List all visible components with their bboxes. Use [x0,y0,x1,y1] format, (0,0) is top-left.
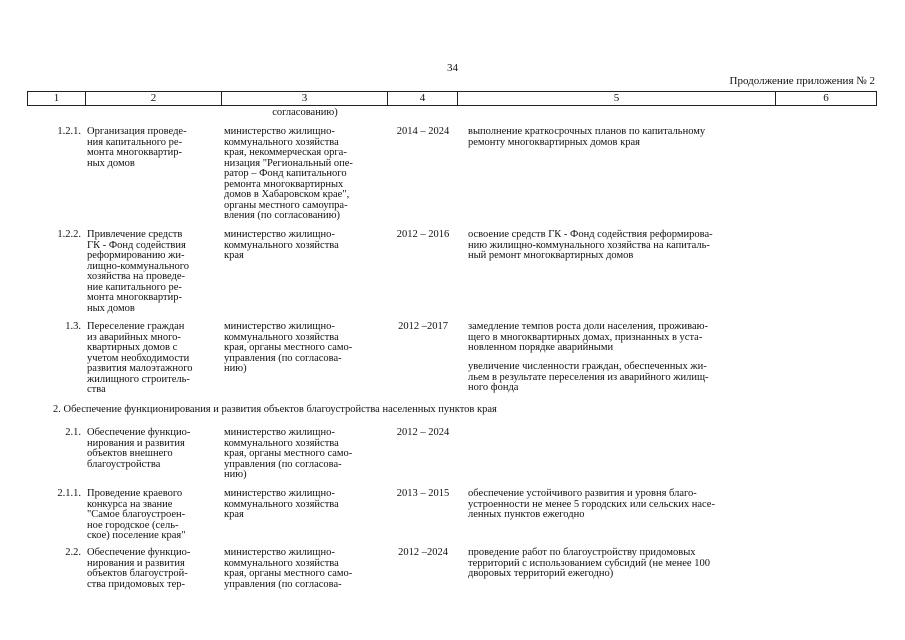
row-period: 2014 – 2024 [396,126,450,137]
row-result: замедление темпов роста доли населения, проживаю- щего в многоквартирных домах, признанных в уста- новленном порядке аварийными [468,321,708,353]
row-number: 1.3. [65,321,81,332]
row-responsible: министерство жилищно- коммунального хозяйства края [224,488,339,520]
row-name: Проведение краевого конкурса на звание "Самое благоустроен- ное городское (сель- ское) поселение края" [87,488,186,541]
row-result: обеспечение устойчивого развития и уровня благо- устроенности не менее 5 городских или сельских насе- ленных пунктов ежегодно [468,488,715,520]
row-name: Переселение граждан из аварийных много- квартирных домов с учетом необходимости развития малоэтажного жилищного строитель- ства [87,321,193,395]
row-number: 2.1.1. [57,488,81,499]
row-name: Обеспечение функцио- нирования и развития объектов внешнего благоустройства [87,427,191,470]
col-header-1: 1 [28,92,86,105]
table-header [27,91,877,106]
row-name: Обеспечение функцио- нирования и развития объектов благоустрой- ства придомовых тер- [87,547,191,590]
section-heading: 2. Обеспечение функционирования и развития объектов благоустройства населенных пунктов края [53,404,497,415]
col-header-6: 6 [823,92,829,104]
carry-over-text: согласованию) [272,107,338,118]
row-number: 1.2.1. [57,126,81,137]
row-number: 2.2. [65,547,81,558]
row-responsible: министерство жилищно- коммунального хозяйства края [224,229,339,261]
row-result: освоение средств ГК - Фонд содействия реформирова- нию жилищно-коммунального хозяйства на капиталь- ный ремонт многоквартирных домов [468,229,713,261]
row-name: Организация проведе- ния капитального ре- монта многоквартир- ных домов [87,126,187,169]
row-responsible: министерство жилищно- коммунального хозяйства края, органы местного само- управления (по согласова- нию) [224,321,353,374]
row-result-secondary: увеличение численности граждан, обеспеченных жи- льем в результате переселения из аварийного жилищ- ного фонда [468,361,709,393]
row-number: 2.1. [65,427,81,438]
row-responsible: министерство жилищно- коммунального хозяйства края, органы местного само- управления (по согласова- [224,547,353,590]
row-responsible: министерство жилищно- коммунального хозяйства края, органы местного само- управления (по согласова- нию) [224,427,353,480]
row-period: 2013 – 2015 [396,488,450,499]
row-result: выполнение краткосрочных планов по капитальному ремонту многоквартирных домов края [468,126,706,148]
row-name: Привлечение средств ГК - Фонд содействия реформированию жи- лищно-коммунального хозяйства на проведе- ние капитального ре- монта многоквартир- ных домов [87,229,190,314]
col-header-3: 3 [222,92,388,105]
continuation-label: Продолжение приложения № 2 [729,75,875,87]
row-period: 2012 – 2024 [396,427,450,438]
row-period: 2012 – 2016 [396,229,450,240]
col-header-5: 5 [458,92,776,105]
page-number: 34 [447,62,458,74]
col-header-4: 4 [388,92,458,105]
row-number: 1.2.2. [57,229,81,240]
col-header-2: 2 [86,92,222,105]
row-period: 2012 –2024 [398,547,448,558]
row-period: 2012 –2017 [398,321,448,332]
row-result: проведение работ по благоустройству придомовых территорий с использованием субсидий (не менее 100 дворовых территорий ежегодно) [468,547,710,579]
row-responsible: министерство жилищно- коммунального хозяйства края, некоммерческая орга- низация "Региональный опе- ратор – Фонд капитального ремонта многоквартирных домов в Хабаровском крае", органы местного самоупра- вления (по согласованию) [224,126,353,221]
